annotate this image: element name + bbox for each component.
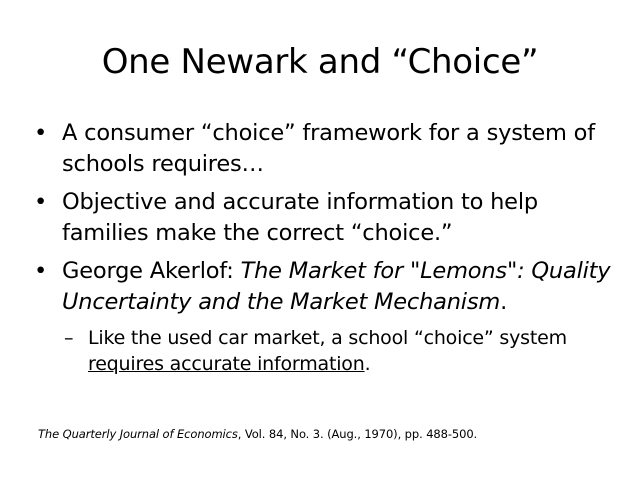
bullet-list xyxy=(34,118,624,377)
bullet-text: Objective and accurate information to help families make the correct “choice.” xyxy=(62,189,538,246)
sub-bullet-item xyxy=(34,325,624,377)
sub-bullet-text: Like the used car market, a school “choice” system xyxy=(88,327,567,349)
sub-bullet-suffix: . xyxy=(364,353,371,375)
bullet-text-suffix: . xyxy=(500,289,508,315)
bullet-marker: • xyxy=(34,258,48,284)
bullet-marker: • xyxy=(34,120,48,146)
bullet-text: A consumer “choice” framework for a system of schools requires… xyxy=(62,120,595,177)
paper-title: The Market for "Lemons": Quality Uncertainty and the Market Mechanism xyxy=(62,258,611,315)
slide-title: One Newark and “Choice” xyxy=(101,42,539,82)
bullet-marker: • xyxy=(34,189,48,215)
bullet-item-2 xyxy=(34,187,624,249)
sub-bullet-marker: – xyxy=(64,327,74,349)
citation-details: , Vol. 84, No. 3. (Aug., 1970), pp. 488-500. xyxy=(237,427,478,441)
sub-bullet-underlined: requires accurate information xyxy=(88,353,365,375)
citation-footer xyxy=(38,426,477,442)
bullet-item-1 xyxy=(34,118,624,180)
bullet-item-3 xyxy=(34,256,624,318)
bullet-text-prefix: George Akerlof: xyxy=(62,258,241,284)
journal-name: The Quarterly Journal of Economics xyxy=(38,427,238,441)
